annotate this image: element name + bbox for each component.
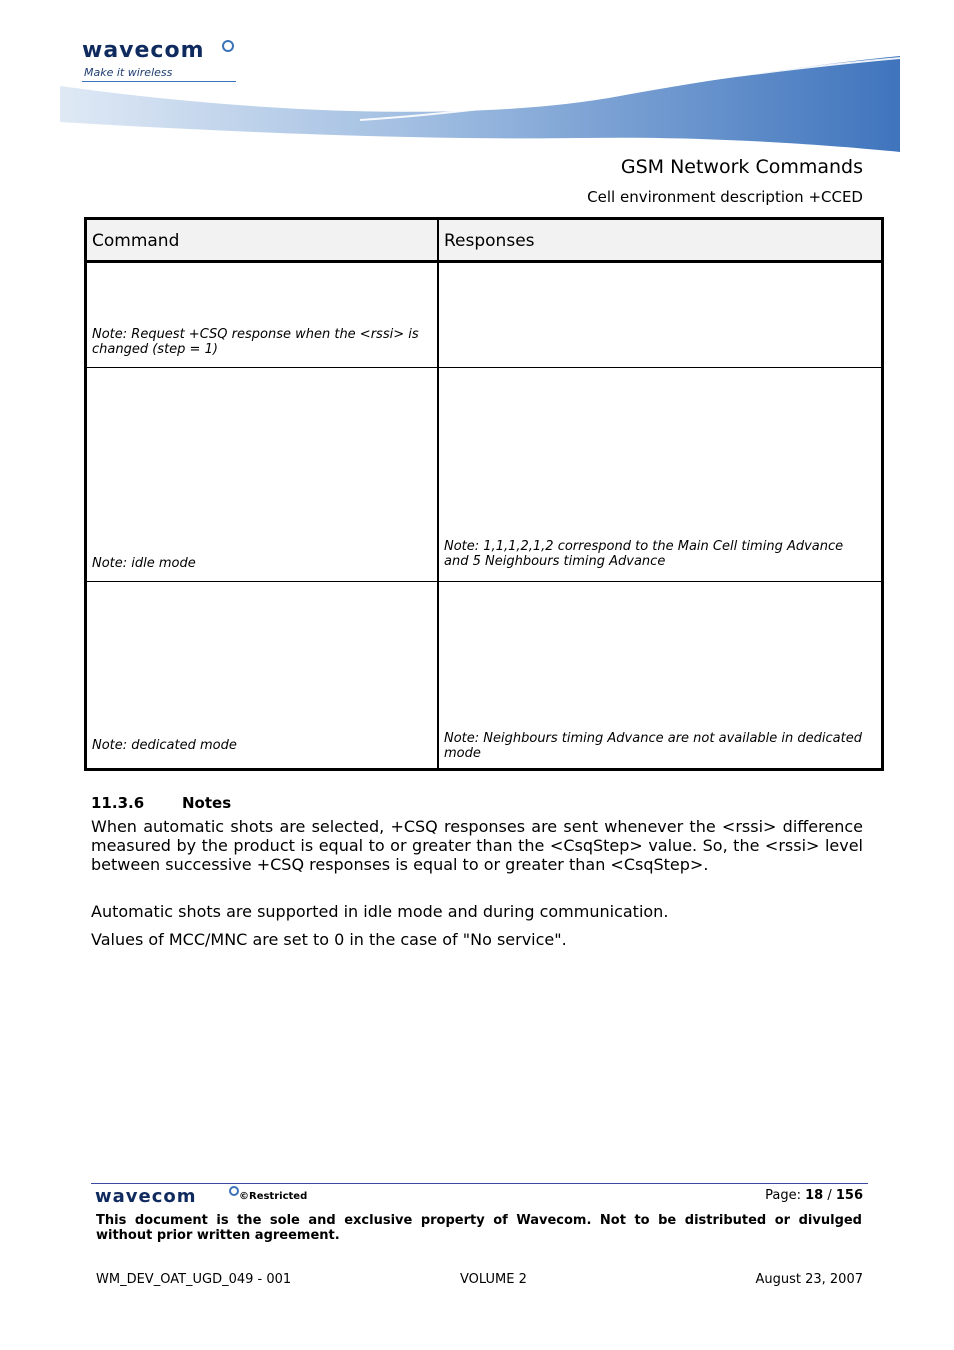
paragraph: Values of MCC/MNC are set to 0 in the case of "No service". <box>91 930 567 949</box>
volume-label: VOLUME 2 <box>460 1272 527 1287</box>
footer-wavecom-logo: wavecom <box>95 1186 197 1207</box>
table-row-note: Note: 1,1,1,2,1,2 correspond to the Main Cell timing Advance and 5 Neighbours timing Advance <box>444 539 844 569</box>
wavecom-logo: wavecom <box>82 38 205 63</box>
notes-heading <box>91 794 231 812</box>
column-divider <box>437 220 439 768</box>
heading-title: Notes <box>182 794 232 812</box>
section-subtitle: Cell environment description +CCED <box>587 188 863 206</box>
column-header-responses: Responses <box>444 231 535 251</box>
restricted-label: ©Restricted <box>239 1191 308 1202</box>
legal-notice: This document is the sole and exclusive property of Wavecom. Not to be distributed or divulged without prior written agreement. <box>96 1213 862 1243</box>
table-row-note: Note: Request +CSQ response when the <rssi> is changed (step = 1) <box>92 327 419 357</box>
command-table <box>84 217 884 771</box>
table-row-note: Note: dedicated mode <box>92 738 237 753</box>
logo-swirl-icon <box>222 40 234 52</box>
document-date: August 23, 2007 <box>755 1272 863 1287</box>
column-header-command: Command <box>92 231 180 251</box>
tagline: Make it wireless <box>84 66 173 79</box>
row-divider <box>87 581 881 582</box>
page-total: 156 <box>835 1188 863 1203</box>
page-separator: / <box>823 1188 836 1203</box>
row-divider <box>87 367 881 368</box>
footer-rule <box>91 1183 868 1184</box>
footer-swirl-icon <box>229 1186 239 1196</box>
document-reference: WM_DEV_OAT_UGD_049 - 001 <box>96 1272 292 1287</box>
section-title: GSM Network Commands <box>620 156 863 178</box>
paragraph: When automatic shots are selected, +CSQ responses are sent whenever the <rssi> difference measured by the product is equal to or greater than the <CsqStep> value. So, the <rssi> level between successive +CSQ responses is equal to or greater than <CsqStep>. <box>91 817 863 874</box>
page-label: Page: <box>765 1188 806 1203</box>
table-row-note: Note: idle mode <box>92 556 196 571</box>
paragraph: Automatic shots are supported in idle mode and during communication. <box>91 902 669 921</box>
header-wave-graphic <box>60 52 900 156</box>
page-current: 18 <box>805 1188 824 1203</box>
table-row-note: Note: Neighbours timing Advance are not available in dedicated mode <box>444 731 862 761</box>
page-number <box>765 1188 863 1203</box>
heading-number: 11.3.6 <box>91 794 145 812</box>
